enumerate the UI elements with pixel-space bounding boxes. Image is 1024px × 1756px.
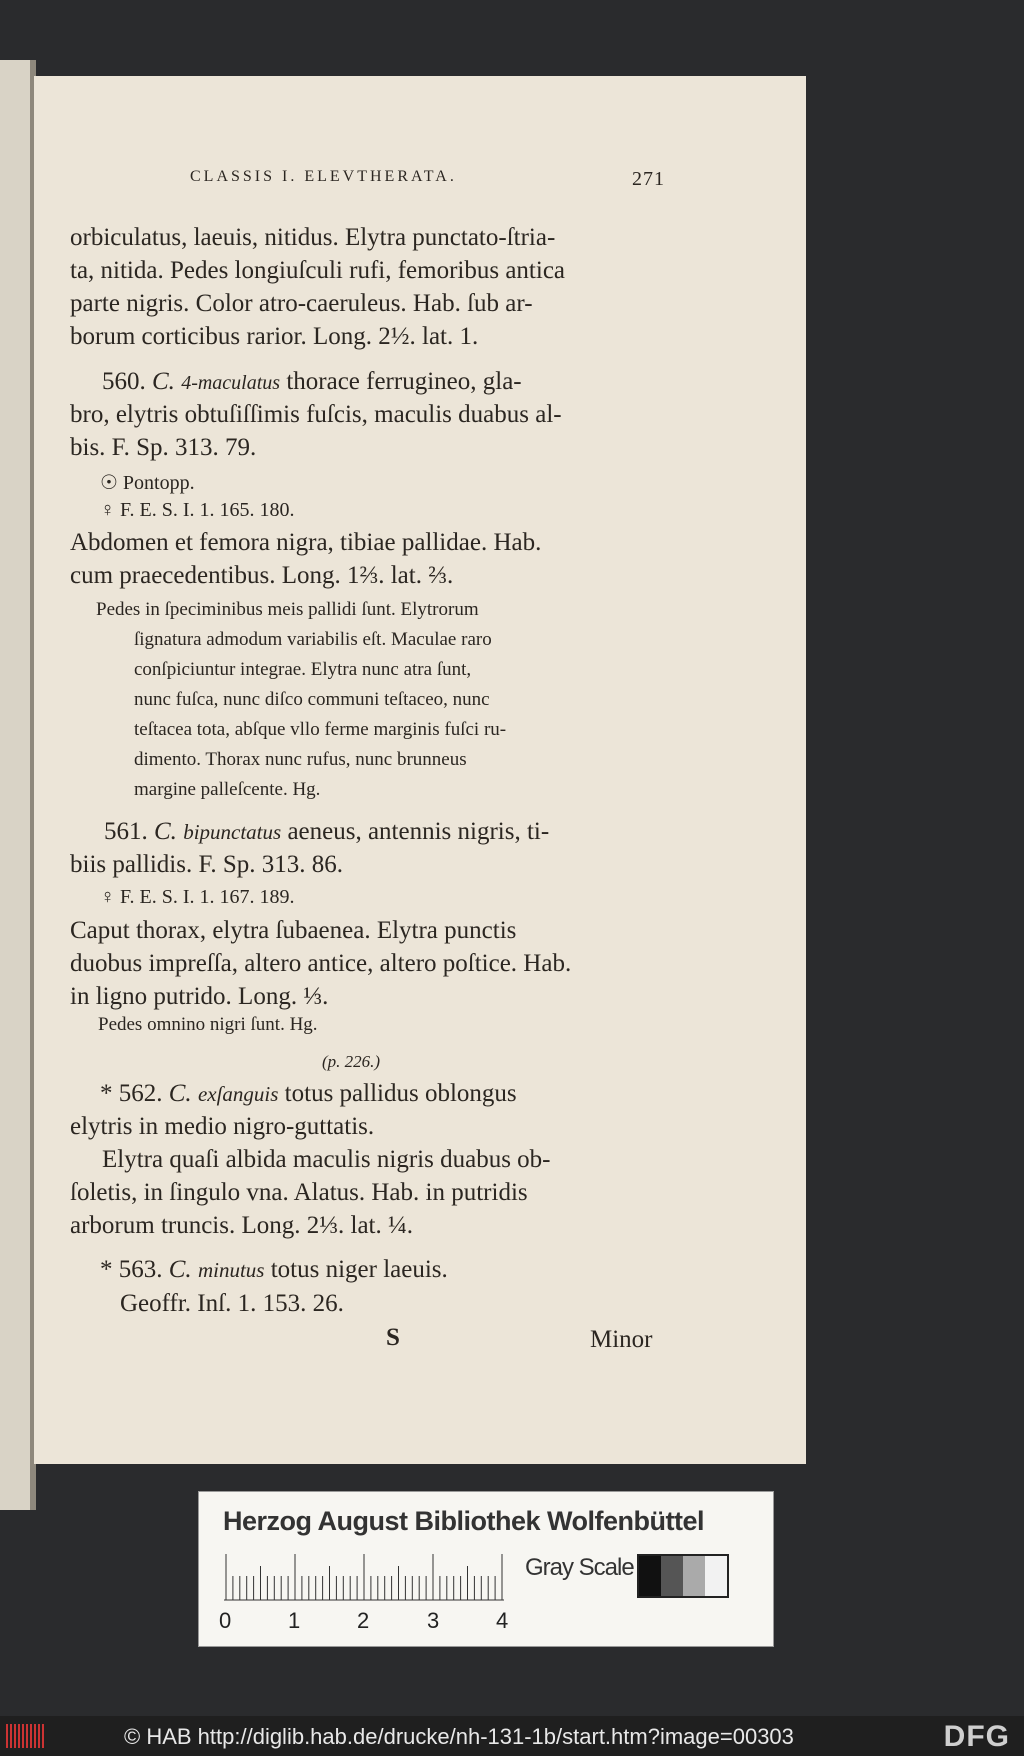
entry-text: aeneus, antennis nigris, ti-	[287, 818, 550, 845]
gray-scale-label: Gray Scale	[525, 1554, 634, 1581]
gray-scale-bar	[637, 1554, 729, 1598]
entry-563-heading	[100, 1256, 448, 1284]
entry-text: totus niger laeuis.	[270, 1256, 448, 1283]
page-number: 271	[632, 168, 665, 190]
gray-swatch	[639, 1556, 661, 1596]
note-line: ſignatura admodum variabilis eſt. Maculae raro	[134, 629, 492, 650]
entry-line: bro, elytris obtuſiſſimis fuſcis, maculis duabus al-	[70, 401, 562, 428]
description-line: ſoletis, in ſingulo vna. Alatus. Hab. in putridis	[70, 1179, 528, 1206]
note-line: nunc fuſca, nunc diſco communi teſtaceo, nunc	[134, 689, 490, 710]
ruler-number: 0	[219, 1608, 232, 1633]
entry-line: elytris in medio nigro-guttatis.	[70, 1113, 375, 1140]
note-line: margine palleſcente. Hg.	[134, 779, 321, 800]
note-line: Pedes in ſpeciminibus meis pallidi ſunt. Elytrorum	[96, 599, 479, 620]
adjacent-page-edge	[0, 60, 30, 1510]
ruler-number: 2	[357, 1608, 370, 1633]
footer-copyright[interactable]: © HAB http://diglib.hab.de/drucke/nh-131-1b/start.htm?image=00303	[124, 1724, 794, 1749]
genus: C.	[154, 818, 177, 845]
entry-text: totus pallidus oblongus	[284, 1080, 517, 1107]
description-line: Caput thorax, elytra ſubaenea. Elytra punctis	[70, 917, 517, 944]
description-line: in ligno putrido. Long. ⅓.	[70, 983, 329, 1010]
library-name: Herzog August Bibliothek Wolfenbüttel	[223, 1506, 704, 1536]
entry-number: 561.	[104, 818, 148, 845]
entry-number: * 562.	[100, 1080, 163, 1107]
entry-560-heading	[102, 368, 522, 396]
catchword: Minor	[590, 1326, 653, 1353]
genus: C.	[168, 1256, 192, 1283]
reference-line: ♀ F. E. S. I. 1. 167. 189.	[100, 886, 295, 908]
gray-swatch	[683, 1556, 705, 1596]
entry-line: Geoffr. Inſ. 1. 153. 26.	[120, 1290, 344, 1317]
page-reference: (p. 226.)	[322, 1052, 381, 1071]
species-name: bipunctatus	[183, 820, 282, 844]
entry-561-heading	[104, 818, 549, 846]
reference-line: ☉ Pontopp.	[100, 472, 195, 494]
signature-mark: S	[386, 1324, 400, 1351]
entry-562-heading	[100, 1080, 517, 1108]
description-line: Abdomen et femora nigra, tibiae pallidae. Hab.	[70, 529, 542, 556]
note-line: Pedes omnino nigri ſunt. Hg.	[98, 1014, 318, 1035]
running-header	[190, 168, 665, 191]
ruler-number: 4	[496, 1608, 509, 1633]
genus: C.	[152, 368, 175, 395]
genus: C.	[168, 1080, 192, 1107]
barcode-icon	[6, 1724, 46, 1748]
gray-swatch	[661, 1556, 683, 1596]
note-line: dimento. Thorax nunc rufus, nunc brunneus	[134, 749, 467, 770]
reference-line: ♀ F. E. S. I. 1. 165. 180.	[100, 499, 295, 521]
gray-swatch	[705, 1556, 727, 1596]
species-name: exſanguis	[197, 1082, 279, 1106]
entry-text: thorace ferrugineo, gla-	[286, 368, 522, 395]
description-line: cum praecedentibus. Long. 1⅔. lat. ⅔.	[70, 562, 454, 589]
ruler-scale	[224, 1554, 504, 1602]
description-line: Elytra quaſi albida maculis nigris duabus ob-	[102, 1146, 551, 1173]
description-line: duobus impreſſa, altero antice, altero poſtice. Hab.	[70, 950, 572, 977]
note-line: teſtacea tota, abſque vllo ferme marginis fuſci ru-	[134, 719, 507, 740]
ruler-number: 1	[288, 1608, 301, 1633]
ruler-number: 3	[427, 1608, 440, 1633]
footer-bar	[0, 1716, 1024, 1756]
description-line: arborum truncis. Long. 2⅓. lat. ¼.	[70, 1212, 413, 1239]
body-line: orbiculatus, laeuis, nitidus. Elytra punctato-ſtria-	[70, 224, 556, 251]
species-name: minutus	[197, 1258, 265, 1282]
species-name: 4-maculatus	[181, 372, 281, 394]
dfg-logo: DFG	[943, 1720, 1010, 1753]
entry-number: 560.	[102, 368, 146, 395]
body-line: ta, nitida. Pedes longiuſculi rufi, femoribus antica	[70, 257, 566, 284]
body-line: borum corticibus rarior. Long. 2½. lat. 1.	[70, 323, 479, 350]
entry-line: bis. F. Sp. 313. 79.	[70, 434, 257, 461]
body-line: parte nigris. Color atro-caeruleus. Hab. ſub ar-	[70, 290, 533, 317]
entry-line: biis pallidis. F. Sp. 313. 86.	[70, 851, 344, 878]
note-line: conſpiciuntur integrae. Elytra nunc atra ſunt,	[134, 659, 472, 680]
color-calibration-card	[198, 1491, 774, 1647]
entry-number: * 563.	[100, 1256, 163, 1283]
running-title: CLASSIS I. ELEVTHERATA.	[190, 168, 457, 185]
